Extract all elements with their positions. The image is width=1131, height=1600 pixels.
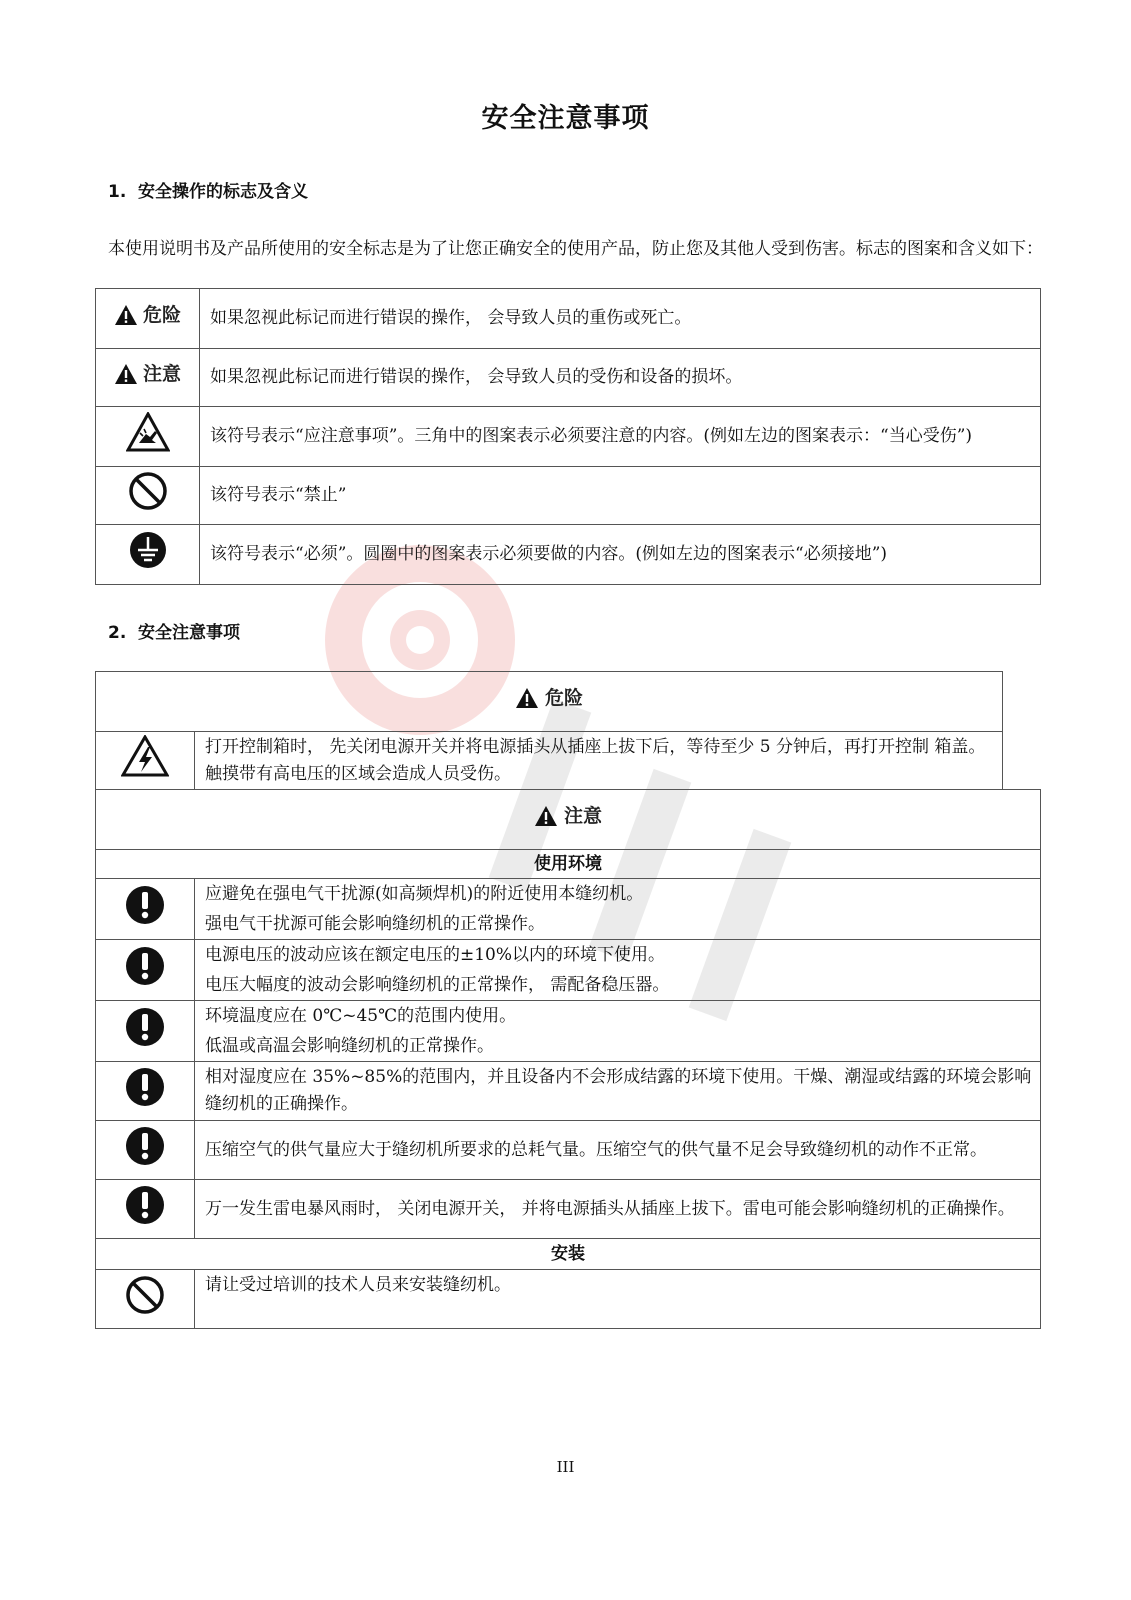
- warning-triangle-icon: [114, 363, 138, 385]
- table-row: [96, 1001, 1041, 1062]
- env-line: 电压大幅度的波动会影响缝纫机的正常操作， 需配备稳压器。: [205, 975, 670, 995]
- symbol-cell: [96, 1270, 195, 1329]
- symbol-cell: [96, 525, 200, 585]
- env-line: 低温或高温会影响缝纫机的正常操作。: [205, 1036, 494, 1056]
- exclamation-circle-icon: [124, 1006, 166, 1048]
- section-1-title: 安全操作的标志及含义: [138, 182, 308, 202]
- symbol-cell: [96, 289, 200, 349]
- symbol-description: 如果忽视此标记而进行错误的操作， 会导致人员的重伤或死亡。: [200, 289, 1041, 349]
- env-description: [195, 879, 1041, 940]
- page-number: III: [556, 1458, 575, 1476]
- install-subheader: 安装: [96, 1239, 1041, 1270]
- table-row: [96, 525, 1041, 585]
- table-row: [96, 467, 1041, 525]
- symbol-cell: [96, 1121, 195, 1180]
- table-row: [96, 732, 1003, 790]
- symbol-cell: [96, 407, 200, 467]
- symbol-description: 该符号表示“禁止”: [200, 467, 1041, 525]
- danger-label: 危险: [142, 303, 181, 326]
- table-subheader-row: [96, 1239, 1041, 1270]
- intro-paragraph: 本使用说明书及产品所使用的安全标志是为了让您正确安全的使用产品，防止您及其他人受到伤害。标志的图案和含义如下：: [108, 239, 1043, 259]
- table-row: [96, 940, 1041, 1001]
- section-1-heading: [108, 177, 308, 202]
- page-title: 安全注意事项: [481, 103, 650, 134]
- env-line: 强电气干扰源可能会影响缝纫机的正常操作。: [205, 914, 545, 934]
- table-row: [96, 1180, 1041, 1239]
- env-description: [195, 1001, 1041, 1062]
- section-2-heading: [108, 618, 240, 643]
- table-row: [96, 349, 1041, 407]
- caution-header: [96, 790, 1041, 850]
- caution-table: [95, 789, 1041, 1329]
- caution-badge: [114, 361, 181, 388]
- table-row: [96, 1062, 1041, 1121]
- table-row: [96, 1121, 1041, 1180]
- high-voltage-triangle-icon: [121, 735, 169, 777]
- symbol-cell: [96, 467, 200, 525]
- danger-table: [95, 671, 1003, 790]
- symbol-cell: [96, 1180, 195, 1239]
- danger-description: 打开控制箱时， 先关闭电源开关并将电源插头从插座上拔下后，等待至少 5 分钟后，再打开控制 箱盖。触摸带有高电压的区域会造成人员受伤。: [195, 732, 1003, 790]
- exclamation-circle-icon: [124, 945, 166, 987]
- symbol-cell: [96, 349, 200, 407]
- symbol-cell: [96, 1062, 195, 1121]
- env-line: 环境温度应在 0℃~45℃的范围内使用。: [205, 1006, 517, 1026]
- symbol-description: 该符号表示“必须”。圆圈中的图案表示必须要做的内容。(例如左边的图案表示“必须接地”): [200, 525, 1041, 585]
- warning-triangle-icon: [515, 687, 539, 709]
- env-subheader: 使用环境: [96, 850, 1041, 879]
- env-description: [195, 940, 1041, 1001]
- symbol-table: [95, 288, 1041, 585]
- table-header-row: [96, 672, 1003, 732]
- danger-header-label: 危险: [545, 686, 584, 709]
- symbol-cell: [96, 1001, 195, 1062]
- symbol-cell: [96, 940, 195, 1001]
- env-description: 万一发生雷电暴风雨时， 关闭电源开关， 并将电源插头从插座上拔下。雷电可能会影响缝纫机的正确操作。: [195, 1180, 1041, 1239]
- warning-triangle-icon: [534, 805, 558, 827]
- danger-header: [96, 672, 1003, 732]
- env-description: 相对湿度应在 35%~85%的范围内，并且设备内不会形成结露的环境下使用。干燥、潮湿或结露的环境会影响缝纫机的正确操作。: [195, 1062, 1041, 1121]
- table-row: [96, 289, 1041, 349]
- exclamation-circle-icon: [124, 1125, 166, 1167]
- table-header-row: [96, 790, 1041, 850]
- symbol-cell: [96, 732, 195, 790]
- env-description: 压缩空气的供气量应大于缝纫机所要求的总耗气量。压缩空气的供气量不足会导致缝纫机的动作不正常。: [195, 1121, 1041, 1180]
- exclamation-circle-icon: [124, 884, 166, 926]
- symbol-cell: [96, 879, 195, 940]
- exclamation-circle-icon: [124, 1184, 166, 1226]
- env-line: 电源电压的波动应该在额定电压的±10%以内的环境下使用。: [205, 945, 666, 965]
- env-line: 应避免在强电气干扰源(如高频焊机)的附近使用本缝纫机。: [205, 884, 644, 904]
- table-subheader-row: [96, 850, 1041, 879]
- hand-injury-triangle-icon: [126, 412, 170, 452]
- caution-label: 注意: [142, 362, 181, 385]
- symbol-description: 该符号表示“应注意事项”。三角中的图案表示必须要注意的内容。(例如左边的图案表示：“当心受伤”): [200, 407, 1041, 467]
- install-description: 请让受过培训的技术人员来安装缝纫机。: [195, 1270, 1041, 1329]
- section-2-number: 2.: [108, 623, 127, 643]
- exclamation-circle-icon: [124, 1066, 166, 1108]
- prohibition-icon: [125, 1275, 165, 1315]
- danger-badge: [114, 302, 181, 329]
- table-row: [96, 1270, 1041, 1329]
- table-row: [96, 879, 1041, 940]
- caution-header-label: 注意: [564, 804, 603, 827]
- symbol-description: 如果忽视此标记而进行错误的操作， 会导致人员的受伤和设备的损坏。: [200, 349, 1041, 407]
- section-2-title: 安全注意事项: [138, 623, 240, 643]
- ground-circle-icon: [128, 530, 168, 570]
- table-row: [96, 407, 1041, 467]
- warning-triangle-icon: [114, 304, 138, 326]
- prohibition-icon: [128, 471, 168, 511]
- section-1-number: 1.: [108, 182, 127, 202]
